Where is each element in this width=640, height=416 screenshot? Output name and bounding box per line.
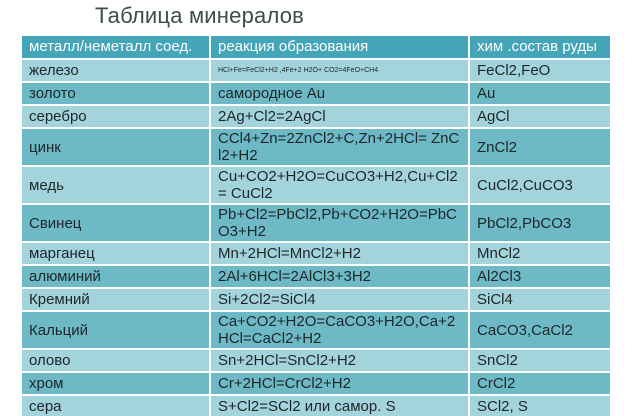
cell-ore: SiCl4 (469, 288, 611, 311)
cell-metal: Кремний (21, 288, 210, 311)
cell-metal: Кальций (21, 311, 210, 349)
cell-metal: цинк (21, 128, 210, 166)
table-row (21, 242, 611, 265)
cell-ore: Al2Cl3 (469, 265, 611, 288)
cell-metal: олово (21, 349, 210, 372)
cell-ore: MnCl2 (469, 242, 611, 265)
cell-ore: SnCl2 (469, 349, 611, 372)
table-row (21, 349, 611, 372)
table-row (21, 82, 611, 105)
table-row (21, 372, 611, 395)
cell-ore: ZnCl2 (469, 128, 611, 166)
cell-reaction: 2Al+6HCl=2AlCl3+3H2 (210, 265, 469, 288)
table-row (21, 395, 611, 416)
table-body (21, 59, 611, 416)
header-row (21, 35, 611, 59)
cell-metal: алюминий (21, 265, 210, 288)
header-cell-ore: хим .состав руды (469, 35, 611, 59)
cell-metal: медь (21, 166, 210, 204)
cell-reaction: Mn+2HCl=MnCl2+H2 (210, 242, 469, 265)
cell-reaction: Sn+2HCl=SnCl2+H2 (210, 349, 469, 372)
cell-reaction: Pb+Cl2=PbCl2,Pb+CO2+H2O=PbCO3+H2 (210, 204, 469, 242)
table-row (21, 105, 611, 128)
table-row (21, 59, 611, 82)
cell-reaction: Cu+CO2+H2O=CuCO3+H2,Cu+Cl2 = CuCl2 (210, 166, 469, 204)
cell-ore: Au (469, 82, 611, 105)
page-title: Таблица минералов (95, 3, 305, 28)
cell-metal: железо (21, 59, 210, 82)
table-row (21, 166, 611, 204)
table-header (21, 35, 611, 59)
cell-ore: FeCl2,FeO (469, 59, 611, 82)
cell-reaction: Cr+2HCl=CrCl2+H2 (210, 372, 469, 395)
table-row (21, 265, 611, 288)
header-cell-reaction: реакция образования (210, 35, 469, 59)
table-row (21, 204, 611, 242)
header-cell-metal: металл/неметалл соед. (21, 35, 210, 59)
cell-reaction: 2Ag+Cl2=2AgCl (210, 105, 469, 128)
cell-reaction: Si+2Cl2=SiCl4 (210, 288, 469, 311)
cell-metal: марганец (21, 242, 210, 265)
cell-ore: AgCl (469, 105, 611, 128)
cell-metal: серебро (21, 105, 210, 128)
cell-reaction: S+Cl2=SCl2 или самор. S (210, 395, 469, 416)
table-row (21, 288, 611, 311)
cell-ore: CaCO3,CaCl2 (469, 311, 611, 349)
cell-reaction: HCl+Fe=FeCl2+H2 ,4Fe+2 H2O+ CO2=4FeO+CH4 (210, 59, 469, 82)
cell-metal: Свинец (21, 204, 210, 242)
cell-metal: золото (21, 82, 210, 105)
cell-ore: PbCl2,PbCO3 (469, 204, 611, 242)
cell-metal: сера (21, 395, 210, 416)
cell-ore: SCl2, S (469, 395, 611, 416)
cell-reaction: CCl4+Zn=2ZnCl2+C,Zn+2HCl= ZnCl2+H2 (210, 128, 469, 166)
cell-metal: хром (21, 372, 210, 395)
cell-reaction: самородное Au (210, 82, 469, 105)
table-row (21, 311, 611, 349)
cell-ore: CuCl2,CuCO3 (469, 166, 611, 204)
cell-ore: CrCl2 (469, 372, 611, 395)
minerals-table (20, 34, 612, 416)
table-row (21, 128, 611, 166)
cell-reaction: Ca+CO2+H2O=CaCO3+H2O,Ca+2 HCl=CaCl2+H2 (210, 311, 469, 349)
